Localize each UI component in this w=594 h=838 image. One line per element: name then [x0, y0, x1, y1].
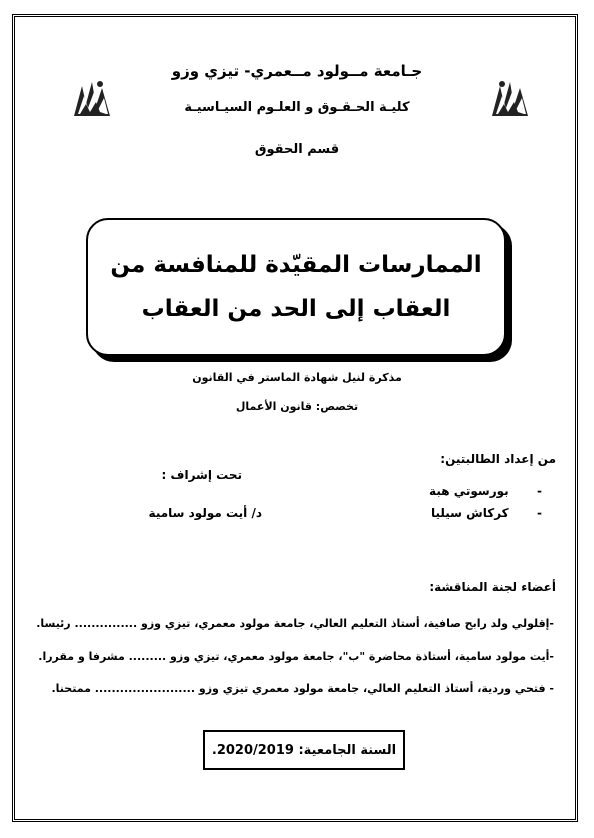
university-name: جـامعة مــولود مــعمري- تيزي وزو — [171, 62, 423, 80]
title-box — [86, 218, 506, 356]
bullet: - — [537, 506, 542, 520]
supervisor-name: د/ أيت مولود سامية — [148, 506, 262, 520]
academic-year: السنة الجامعية: 2020/2019. — [211, 742, 397, 758]
faculty-name: كليـة الحـقـوق و العلـوم السيـاسيـة — [184, 100, 410, 115]
student-name: بورسوتي هبة — [429, 484, 509, 498]
committee-member: - فتحي وردية، أستاذ التعليم العالي، جامعة مولود معمري تيزي وزو ........................ ممتحنا. — [51, 682, 554, 695]
thesis-purpose: مذكرة لنيل شهادة الماستر في القانون — [192, 371, 402, 384]
specialization: تخصص: قانون الأعمال — [235, 400, 359, 413]
page-border — [12, 14, 578, 822]
committee-member: -أيت مولود سامية، أستاذة محاضرة "ب"، جامعة مولود معمري، تيزي وزو ......... مشرفا و مقررا. — [38, 650, 554, 663]
student-item — [429, 484, 542, 498]
bullet: - — [537, 484, 542, 498]
committee-label: أعضاء لجنة المناقشة: — [429, 580, 556, 594]
academic-year-box — [203, 730, 405, 770]
student-item — [431, 506, 542, 520]
supervisor-label: تحت إشراف : — [161, 468, 242, 482]
student-name: كركاش سيليا — [430, 506, 509, 520]
students-label: من إعداد الطالبتين: — [440, 452, 556, 466]
title-line-2: العقاب إلى الحد من العقاب — [141, 296, 451, 322]
department-name: قسم الحقوق — [254, 142, 340, 157]
committee-member: -إقلولي ولد رابح صافية، أستاذ التعليم العالي، جامعة مولود معمري، تيزي وزو ............... رئيسا. — [36, 617, 554, 630]
title-line-1: الممارسات المقيّدة للمنافسة من — [110, 252, 482, 278]
